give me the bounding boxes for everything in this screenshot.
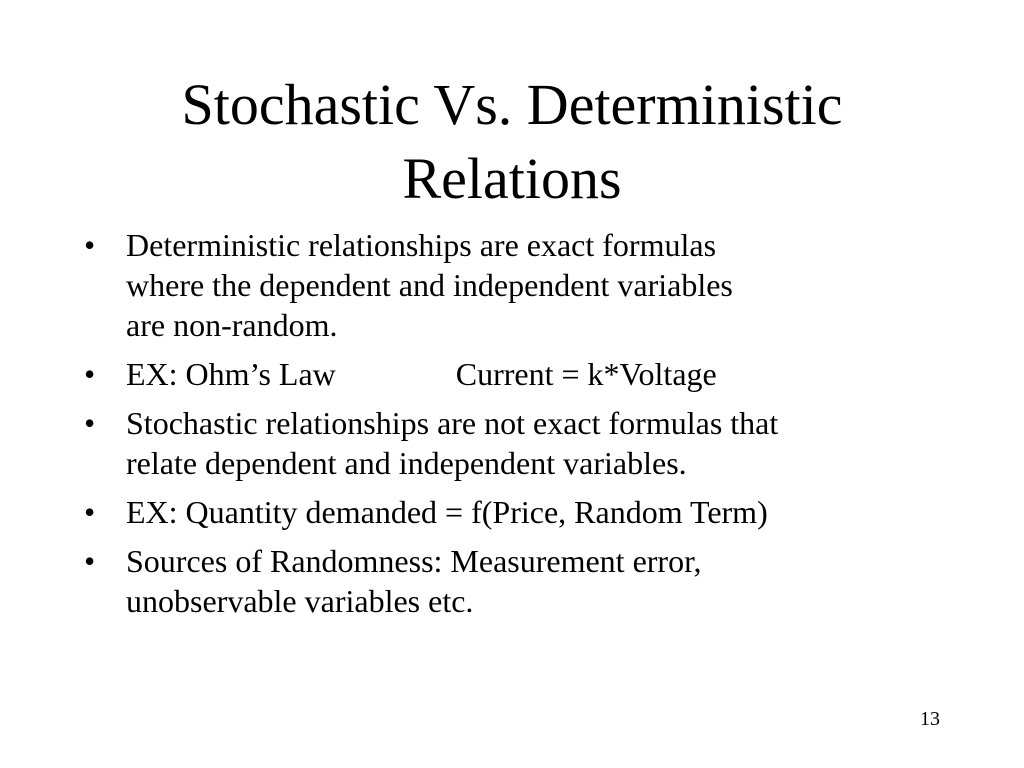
slide-title bbox=[0, 68, 1024, 216]
bullet-text-line: Deterministic relationships are exact formulas bbox=[126, 227, 717, 263]
bullet-text-line: EX: Quantity demanded = f(Price, Random Term) bbox=[126, 494, 768, 530]
bullet-marker: • bbox=[84, 356, 96, 392]
bullet-text-line: Stochastic relationships are not exact formulas that bbox=[126, 405, 779, 441]
bullet-marker: • bbox=[84, 405, 96, 441]
bullet-stochastic bbox=[84, 403, 964, 483]
bullet-marker: • bbox=[84, 227, 96, 263]
bullet-sources-of-randomness bbox=[84, 541, 964, 621]
bullet-text-line: unobservable variables etc. bbox=[126, 583, 474, 619]
slide-title-line-2: Relations bbox=[402, 146, 622, 211]
bullet-text-line: relate dependent and independent variables. bbox=[126, 445, 687, 481]
example-label: EX: Ohm’s Law bbox=[126, 356, 336, 392]
bullet-text-line: Sources of Randomness: Measurement error, bbox=[126, 543, 702, 579]
bullet-text-line: are non-random. bbox=[126, 307, 338, 343]
bullet-marker: • bbox=[84, 543, 96, 579]
bullet-list bbox=[84, 225, 964, 630]
slide-number: 13 bbox=[920, 708, 940, 730]
example-formula: Current = k*Voltage bbox=[455, 356, 717, 392]
slide-title-line-1: Stochastic Vs. Deterministic bbox=[181, 72, 843, 137]
bullet-deterministic bbox=[84, 225, 964, 345]
bullet-marker: • bbox=[84, 494, 96, 530]
bullet-text-line bbox=[126, 354, 964, 394]
bullet-text-line: where the dependent and independent variables bbox=[126, 267, 733, 303]
bullet-ohms-law-example bbox=[84, 354, 964, 394]
bullet-quantity-example bbox=[84, 492, 964, 532]
